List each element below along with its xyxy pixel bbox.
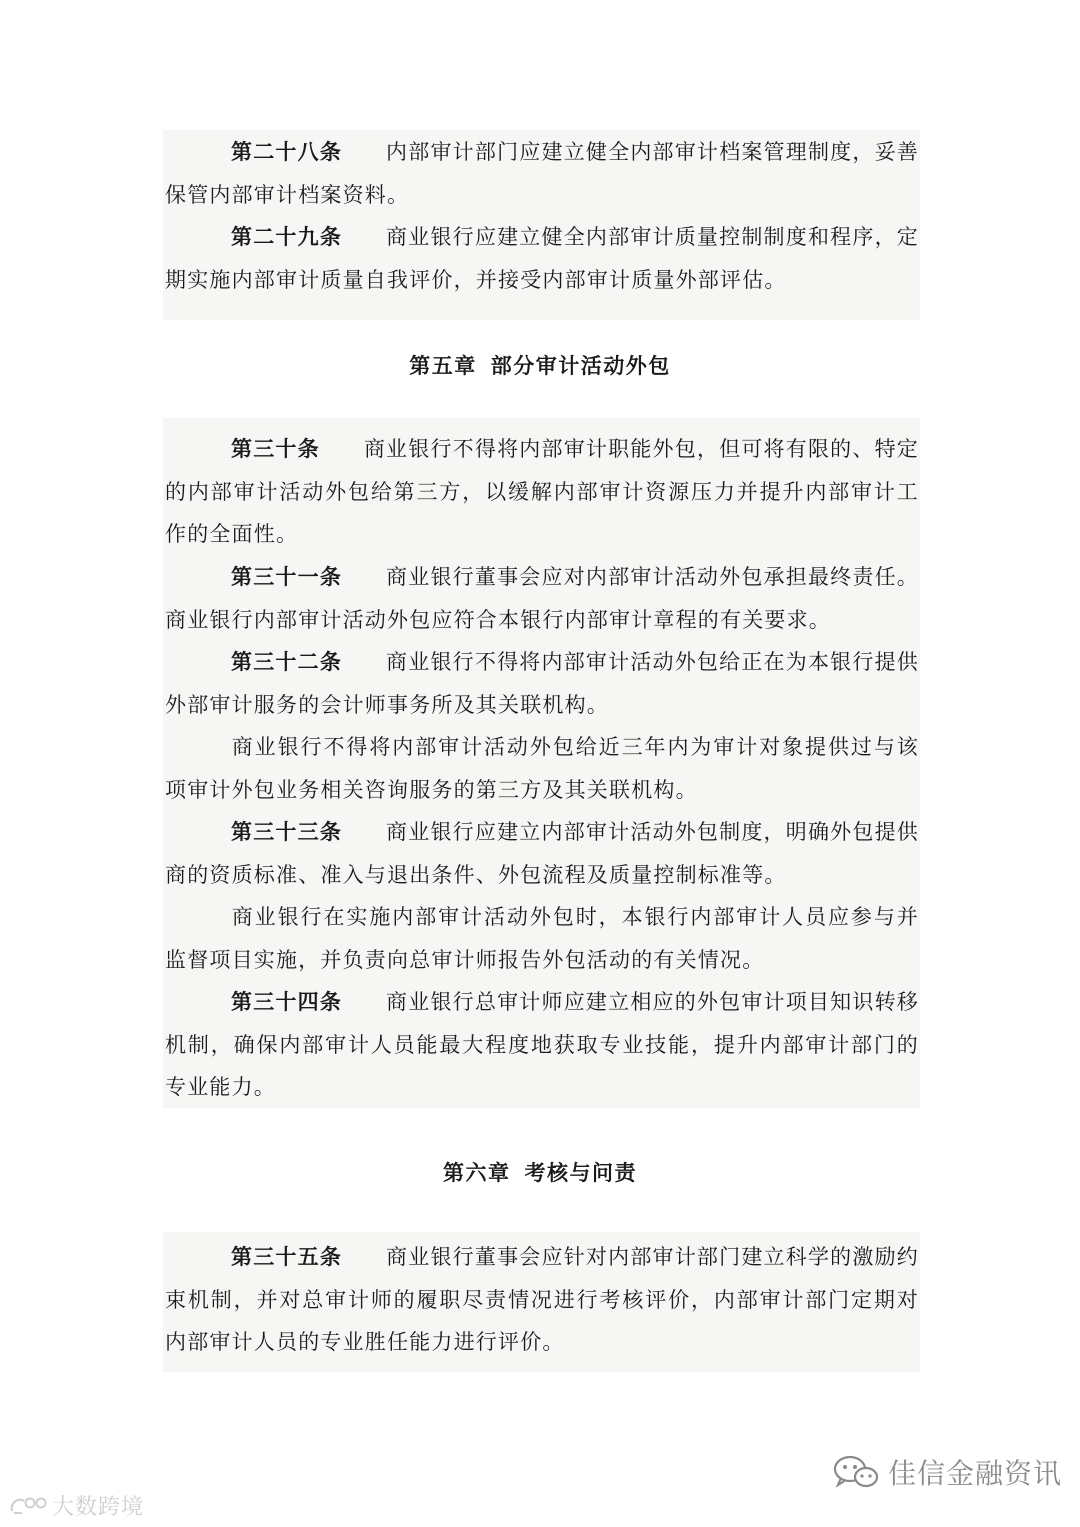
watermark-left: [8, 1490, 144, 1521]
article-text: 商业银行应建立健全内部审计质量控制制度和程序，定期实施内部审计质量自我评价，并接受内部审计质量外部评估。: [165, 225, 919, 292]
article-text: 商业银行总审计师应建立相应的外包审计项目知识转移机制，确保内部审计人员能最大程度地获取专业技能，提升内部审计部门的专业能力。: [165, 990, 919, 1099]
article-29: [165, 216, 919, 301]
article-30: [165, 428, 919, 556]
chapter-number: 第五章: [409, 353, 477, 378]
article-text: 商业银行应建立内部审计活动外包制度，明确外包提供商的资质标准、准入与退出条件、外包流程及质量控制标准等。: [165, 820, 919, 887]
article-32-paragraph-2: [165, 726, 919, 811]
article-number: 第三十条: [231, 436, 320, 461]
article-number: 第三十一条: [231, 564, 343, 589]
article-33: [165, 811, 919, 896]
dashukuajing-logo-icon: [8, 1493, 48, 1519]
article-text: 商业银行不得将内部审计活动外包给近三年内为审计对象提供过与该项审计外包业务相关咨询服务的第三方及其关联机构。: [165, 735, 919, 802]
article-number: 第三十五条: [231, 1244, 343, 1269]
watermark-left-text: 大数跨境: [52, 1495, 145, 1520]
article-34: [165, 981, 919, 1109]
watermark-right: [832, 1452, 1062, 1492]
chapter-6-heading: [0, 1157, 1080, 1187]
article-text: 商业银行不得将内部审计职能外包，但可将有限的、特定的内部审计活动外包给第三方，以缓解内部审计资源压力并提升内部审计工作的全面性。: [165, 437, 919, 546]
article-text: 商业银行董事会应针对内部审计部门建立科学的激励约束机制，并对总审计师的履职尽责情况进行考核评价，内部审计部门定期对内部审计人员的专业胜任能力进行评价。: [165, 1245, 919, 1354]
article-number: 第三十三条: [231, 819, 343, 844]
article-number: 第二十九条: [231, 224, 343, 249]
chapter-title: 考核与问责: [524, 1160, 637, 1185]
article-31: [165, 556, 919, 641]
watermark-right-text: 佳信金融资讯: [888, 1457, 1063, 1490]
article-text: 商业银行在实施内部审计活动外包时，本银行内部审计人员应参与并监督项目实施，并负责向总审计师报告外包活动的有关情况。: [165, 905, 919, 972]
chapter-number: 第六章: [443, 1160, 511, 1185]
article-text: 内部审计部门应建立健全内部审计档案管理制度，妥善保管内部审计档案资料。: [165, 140, 919, 207]
wechat-icon: [832, 1452, 880, 1492]
article-text: 商业银行不得将内部审计活动外包给正在为本银行提供外部审计服务的会计师事务所及其关联机构。: [165, 650, 919, 717]
article-28: [165, 131, 919, 216]
article-number: 第二十八条: [231, 139, 343, 164]
chapter-title: 部分审计活动外包: [490, 353, 671, 378]
article-35: [165, 1236, 919, 1364]
article-number: 第三十四条: [231, 989, 343, 1014]
article-32: [165, 641, 919, 726]
article-number: 第三十二条: [231, 649, 343, 674]
article-text: 商业银行董事会应对内部审计活动外包承担最终责任。商业银行内部审计活动外包应符合本银行内部审计章程的有关要求。: [165, 565, 919, 632]
chapter-5-heading: [0, 350, 1080, 380]
article-33-paragraph-2: [165, 896, 919, 981]
